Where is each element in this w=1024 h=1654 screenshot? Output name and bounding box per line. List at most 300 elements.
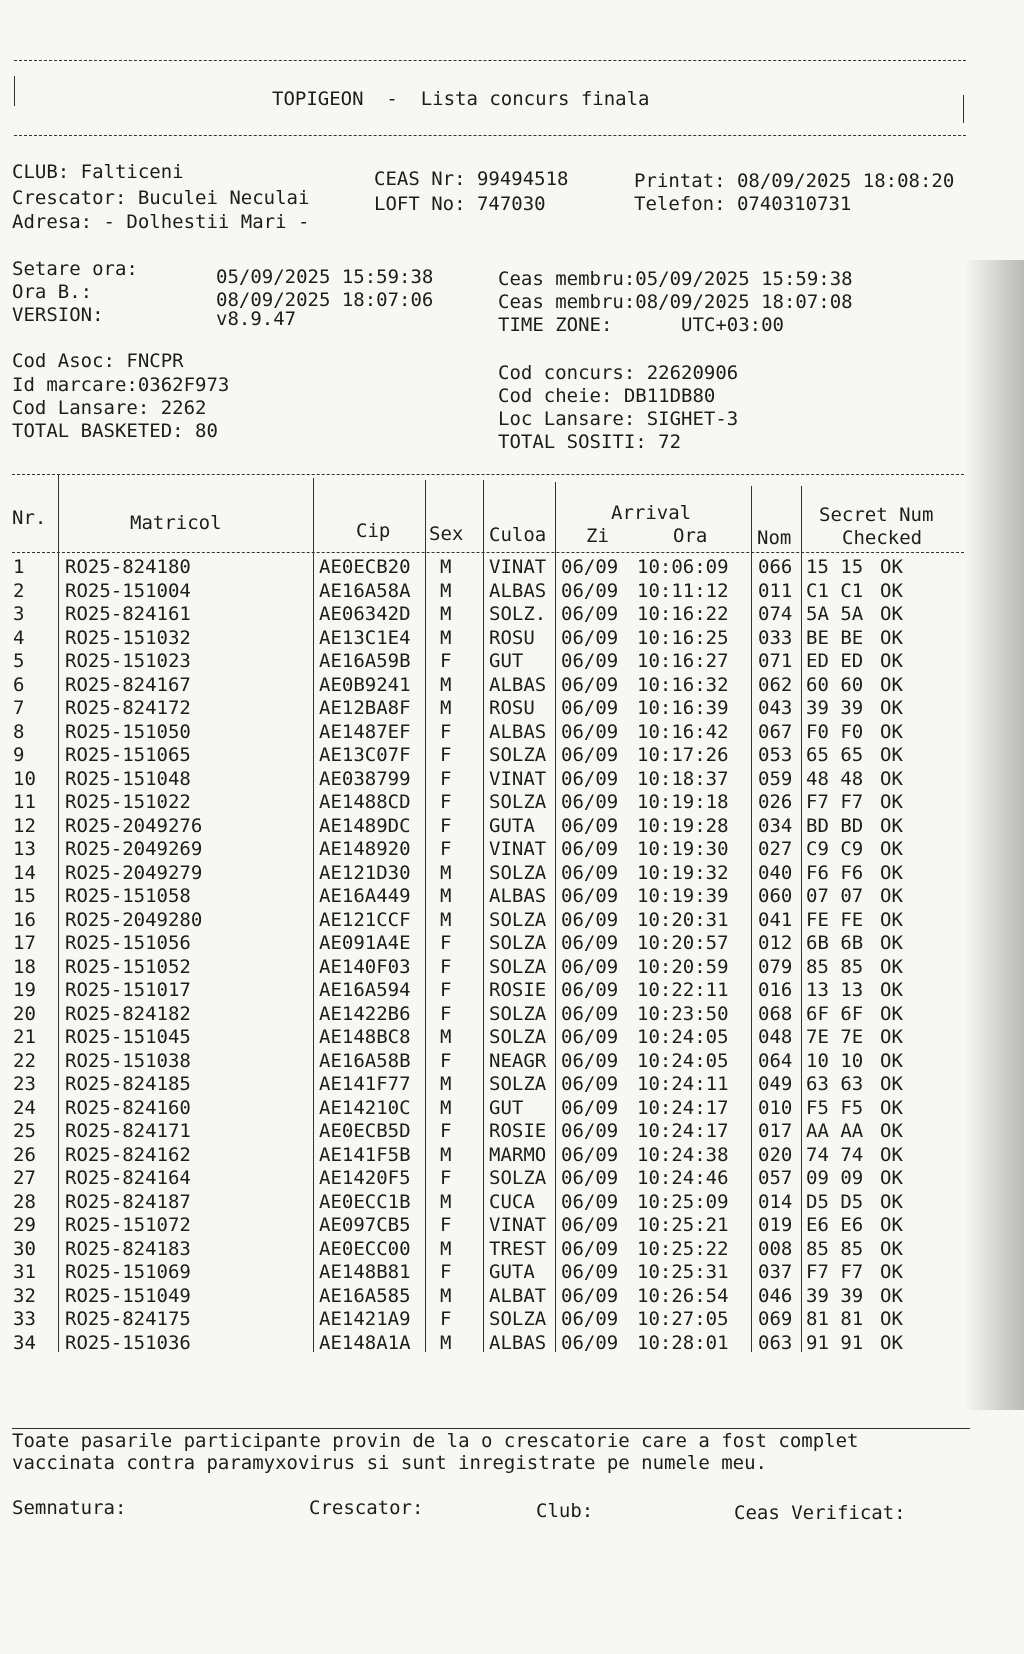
color: MARMO <box>489 1143 547 1166</box>
row-number: 9 <box>13 744 25 766</box>
row-number: 25 <box>13 1120 36 1142</box>
color: NEAGR <box>489 1049 547 1072</box>
row-number: 8 <box>13 720 25 743</box>
nom-code: 068 <box>758 1002 793 1025</box>
header-matricol: Matricol <box>130 512 222 534</box>
secret-number: BE BE <box>806 626 864 649</box>
ring-number: RO25-824161 <box>65 603 191 625</box>
arrival-day: 06/09 <box>561 1190 619 1213</box>
ring-number: RO25-151049 <box>65 1284 191 1307</box>
secret-number: 48 48 <box>806 767 864 790</box>
secret-number: 60 60 <box>806 673 864 696</box>
nom-code: 071 <box>758 650 793 672</box>
ring-number: RO25-151065 <box>65 744 191 766</box>
color: GUT <box>489 650 524 672</box>
row-number: 34 <box>13 1331 36 1354</box>
sex: F <box>440 1167 452 1189</box>
nom-code: 019 <box>758 1214 793 1236</box>
row-number: 6 <box>13 673 25 696</box>
version-value: v8.9.47 <box>216 308 297 330</box>
row-number: 29 <box>13 1214 36 1236</box>
breeder-address: Adresa: - Dolhestii Mari - <box>12 211 310 233</box>
arrival-time: 10:24:46 <box>637 1167 729 1189</box>
checked-status: OK <box>880 979 903 1001</box>
arrival-day: 06/09 <box>561 955 619 978</box>
table-row <box>0 556 960 578</box>
arrival-time: 10:20:59 <box>637 955 729 978</box>
secret-number: 39 39 <box>806 1284 864 1307</box>
arrival-time: 10:19:30 <box>637 838 729 860</box>
row-number: 11 <box>13 791 36 813</box>
sex: M <box>440 908 452 931</box>
sex: F <box>440 650 452 672</box>
header-ora: Ora <box>673 525 708 547</box>
secret-number: 07 07 <box>806 885 864 907</box>
arrival-time: 10:17:26 <box>637 744 729 766</box>
ring-number: RO25-151038 <box>65 1049 191 1072</box>
nom-code: 033 <box>758 626 793 649</box>
row-number: 32 <box>13 1284 36 1307</box>
chip-id: AE0ECB5D <box>319 1120 411 1142</box>
chip-id: AE140F03 <box>319 955 411 978</box>
arrival-time: 10:19:39 <box>637 885 729 907</box>
header-checked: Checked <box>842 527 923 549</box>
table-row <box>0 768 960 790</box>
checked-status: OK <box>880 814 903 837</box>
nom-code: 079 <box>758 955 793 978</box>
secret-number: 81 81 <box>806 1308 864 1330</box>
color: SOLZA <box>489 908 547 931</box>
secret-number: 5A 5A <box>806 603 864 625</box>
table-header-border <box>12 552 964 553</box>
arrival-time: 10:16:22 <box>637 603 729 625</box>
sex: M <box>440 1096 452 1119</box>
chip-id: AE14210C <box>319 1096 411 1119</box>
arrival-day: 06/09 <box>561 744 619 766</box>
table-row <box>0 1073 960 1095</box>
arrival-day: 06/09 <box>561 1120 619 1142</box>
sex: F <box>440 744 452 766</box>
arrival-time: 10:06:09 <box>637 556 729 578</box>
ring-number: RO25-151022 <box>65 791 191 813</box>
printed-date: Printat: 08/09/2025 18:08:20 <box>634 170 955 192</box>
sex: M <box>440 1073 452 1095</box>
checked-status: OK <box>880 932 903 954</box>
color: VINAT <box>489 1214 547 1236</box>
checked-status: OK <box>880 1190 903 1213</box>
secret-number: F5 F5 <box>806 1096 864 1119</box>
ring-number: RO25-151069 <box>65 1261 191 1283</box>
chip-id: AE16A58B <box>319 1049 411 1072</box>
chip-id: AE16A585 <box>319 1284 411 1307</box>
sex: F <box>440 1120 452 1142</box>
secret-number: C9 C9 <box>806 838 864 860</box>
loft-number: LOFT No: 747030 <box>374 193 546 215</box>
checked-status: OK <box>880 650 903 672</box>
table-row <box>0 862 960 884</box>
release-code: Cod Lansare: 2262 <box>12 397 207 419</box>
row-number: 23 <box>13 1073 36 1095</box>
table-row <box>0 1144 960 1166</box>
sex: M <box>440 556 452 578</box>
total-arrived: TOTAL SOSITI: 72 <box>498 431 682 453</box>
row-number: 28 <box>13 1190 36 1213</box>
checked-status: OK <box>880 1261 903 1283</box>
row-number: 3 <box>13 603 25 625</box>
row-number: 22 <box>13 1049 36 1072</box>
checked-status: OK <box>880 603 903 625</box>
nom-code: 016 <box>758 979 793 1001</box>
arrival-time: 10:24:38 <box>637 1143 729 1166</box>
sex: F <box>440 838 452 860</box>
table-row <box>0 932 960 954</box>
arrival-time: 10:16:39 <box>637 697 729 719</box>
secret-number: C1 C1 <box>806 579 864 602</box>
color: SOLZA <box>489 791 547 813</box>
nom-code: 059 <box>758 767 793 790</box>
table-row <box>0 1308 960 1330</box>
nom-code: 063 <box>758 1331 793 1354</box>
total-basketed: TOTAL BASKETED: 80 <box>12 420 218 442</box>
key-code: Cod cheie: DB11DB80 <box>498 385 716 407</box>
sex: M <box>440 697 452 719</box>
color: VINAT <box>489 556 547 578</box>
arrival-day: 06/09 <box>561 885 619 907</box>
arrival-day: 06/09 <box>561 1331 619 1354</box>
arrival-time: 10:24:17 <box>637 1096 729 1119</box>
header-culoa: Culoa <box>489 524 547 546</box>
row-number: 14 <box>13 861 36 884</box>
arrival-time: 10:25:09 <box>637 1190 729 1213</box>
color: SOLZA <box>489 744 547 766</box>
ring-number: RO25-2049269 <box>65 838 203 860</box>
sex: F <box>440 791 452 813</box>
table-row <box>0 1120 960 1142</box>
arrival-day: 06/09 <box>561 791 619 813</box>
secret-number: 6F 6F <box>806 1002 864 1025</box>
release-location: Loc Lansare: SIGHET-3 <box>498 408 739 430</box>
arrival-day: 06/09 <box>561 1026 619 1048</box>
arrival-time: 10:24:05 <box>637 1026 729 1048</box>
nom-code: 012 <box>758 932 793 954</box>
table-row <box>0 674 960 696</box>
secret-number: BD BD <box>806 814 864 837</box>
ring-number: RO25-824183 <box>65 1237 191 1260</box>
arrival-time: 10:19:32 <box>637 861 729 884</box>
sex: F <box>440 932 452 954</box>
color: SOLZA <box>489 861 547 884</box>
nom-code: 037 <box>758 1261 793 1283</box>
row-number: 30 <box>13 1237 36 1260</box>
arrival-time: 10:26:54 <box>637 1284 729 1307</box>
chip-id: AE097CB5 <box>319 1214 411 1236</box>
color: SOLZA <box>489 1002 547 1025</box>
time-b-label: Ora B.: <box>12 281 93 303</box>
arrival-day: 06/09 <box>561 1214 619 1236</box>
ring-number: RO25-824171 <box>65 1120 191 1142</box>
sex: F <box>440 767 452 790</box>
chip-id: AE16A59B <box>319 650 411 672</box>
checked-status: OK <box>880 838 903 860</box>
footer-rule <box>12 1428 970 1429</box>
sex: M <box>440 1284 452 1307</box>
nom-code: 048 <box>758 1026 793 1048</box>
arrival-time: 10:16:25 <box>637 626 729 649</box>
chip-id: AE141F77 <box>319 1073 411 1095</box>
sex: F <box>440 955 452 978</box>
sex: M <box>440 1237 452 1260</box>
chip-id: AE0B9241 <box>319 673 411 696</box>
nom-code: 062 <box>758 673 793 696</box>
table-row <box>0 1167 960 1189</box>
header-zi: Zi <box>586 525 609 547</box>
secret-number: 7E 7E <box>806 1026 864 1048</box>
sex: F <box>440 1002 452 1025</box>
table-row <box>0 979 960 1001</box>
nom-code: 014 <box>758 1190 793 1213</box>
checked-status: OK <box>880 744 903 766</box>
breeder-name: Crescator: Buculei Neculai <box>12 187 310 209</box>
secret-number: F7 F7 <box>806 1261 864 1283</box>
header-secret-num: Secret Num <box>819 504 934 526</box>
row-number: 19 <box>13 979 36 1001</box>
table-row <box>0 838 960 860</box>
sex: M <box>440 603 452 625</box>
sex: M <box>440 1190 452 1213</box>
header-arrival: Arrival <box>611 502 692 524</box>
secret-number: 39 39 <box>806 697 864 719</box>
member-clock-1: Ceas membru:05/09/2025 15:59:38 <box>498 268 853 290</box>
row-number: 20 <box>13 1002 36 1025</box>
color: SOLZA <box>489 1073 547 1095</box>
ring-number: RO25-151058 <box>65 885 191 907</box>
arrival-time: 10:20:57 <box>637 932 729 954</box>
table-row <box>0 697 960 719</box>
arrival-day: 06/09 <box>561 814 619 837</box>
chip-id: AE121D30 <box>319 861 411 884</box>
table-row <box>0 1261 960 1283</box>
clock-number: CEAS Nr: 99494518 <box>374 168 569 190</box>
secret-number: 63 63 <box>806 1073 864 1095</box>
ring-number: RO25-824180 <box>65 556 191 578</box>
arrival-day: 06/09 <box>561 603 619 625</box>
phone-number: Telefon: 0740310731 <box>634 193 852 215</box>
nom-code: 034 <box>758 814 793 837</box>
member-clock-2: Ceas membru:08/09/2025 18:07:08 <box>498 291 853 313</box>
ring-number: RO25-151032 <box>65 626 191 649</box>
title-right-border <box>963 95 964 123</box>
chip-id: AE148B81 <box>319 1261 411 1283</box>
chip-id: AE141F5B <box>319 1143 411 1166</box>
checked-status: OK <box>880 861 903 884</box>
time-zone: TIME ZONE: UTC+03:00 <box>498 314 784 336</box>
title-top-border <box>14 60 966 61</box>
time-b-value: 08/09/2025 18:07:06 <box>216 289 434 311</box>
color: SOLZA <box>489 1167 547 1189</box>
ring-number: RO25-824167 <box>65 673 191 696</box>
checked-status: OK <box>880 908 903 931</box>
color: ALBAS <box>489 885 547 907</box>
arrival-time: 10:25:22 <box>637 1237 729 1260</box>
arrival-time: 10:20:31 <box>637 908 729 931</box>
nom-code: 041 <box>758 908 793 931</box>
chip-id: AE121CCF <box>319 908 411 931</box>
race-code: Cod concurs: 22620906 <box>498 362 739 384</box>
chip-id: AE1488CD <box>319 791 411 813</box>
color: VINAT <box>489 767 547 790</box>
row-number: 18 <box>13 955 36 978</box>
sex: F <box>440 1261 452 1283</box>
chip-id: AE1421A9 <box>319 1308 411 1330</box>
color: CUCA <box>489 1190 535 1213</box>
chip-id: AE13C1E4 <box>319 626 411 649</box>
sex: M <box>440 861 452 884</box>
chip-id: AE12BA8F <box>319 697 411 719</box>
chip-id: AE0ECC00 <box>319 1237 411 1260</box>
sex: M <box>440 626 452 649</box>
header-sex: Sex <box>429 523 464 545</box>
secret-number: 09 09 <box>806 1167 864 1189</box>
color: SOLZA <box>489 955 547 978</box>
arrival-day: 06/09 <box>561 1143 619 1166</box>
secret-number: ED ED <box>806 650 864 672</box>
nom-code: 053 <box>758 744 793 766</box>
color: SOLZA <box>489 1308 547 1330</box>
marking-id: Id marcare:0362F973 <box>12 374 230 396</box>
secret-number: 15 15 <box>806 556 864 578</box>
color: ALBAS <box>489 579 547 602</box>
checked-status: OK <box>880 791 903 813</box>
arrival-time: 10:19:28 <box>637 814 729 837</box>
chip-id: AE16A58A <box>319 579 411 602</box>
row-number: 31 <box>13 1261 36 1283</box>
ring-number: RO25-151045 <box>65 1026 191 1048</box>
arrival-time: 10:11:12 <box>637 579 729 602</box>
version-label: VERSION: <box>12 304 104 326</box>
arrival-day: 06/09 <box>561 1167 619 1189</box>
row-number: 1 <box>13 556 25 578</box>
secret-number: FE FE <box>806 908 864 931</box>
nom-code: 043 <box>758 697 793 719</box>
ring-number: RO25-824160 <box>65 1096 191 1119</box>
arrival-time: 10:27:05 <box>637 1308 729 1330</box>
sex: M <box>440 1143 452 1166</box>
chip-id: AE16A594 <box>319 979 411 1001</box>
nom-code: 010 <box>758 1096 793 1119</box>
color: TREST <box>489 1237 547 1260</box>
color: GUT <box>489 1096 524 1119</box>
header-nom: Nom <box>757 527 792 549</box>
checked-status: OK <box>880 1331 903 1354</box>
color: VINAT <box>489 838 547 860</box>
arrival-time: 10:25:31 <box>637 1261 729 1283</box>
color: GUTA <box>489 1261 535 1283</box>
header-cip: Cip <box>356 520 391 542</box>
sex: M <box>440 579 452 602</box>
secret-number: 91 91 <box>806 1331 864 1354</box>
table-row <box>0 1285 960 1307</box>
breeder-signature-label: Crescator: <box>309 1497 424 1519</box>
arrival-day: 06/09 <box>561 1049 619 1072</box>
color: SOLZA <box>489 932 547 954</box>
table-row <box>0 1097 960 1119</box>
arrival-time: 10:24:11 <box>637 1073 729 1095</box>
chip-id: AE038799 <box>319 767 411 790</box>
nom-code: 067 <box>758 720 793 743</box>
checked-status: OK <box>880 673 903 696</box>
color: GUTA <box>489 814 535 837</box>
chip-id: AE0ECB20 <box>319 556 411 578</box>
checked-status: OK <box>880 697 903 719</box>
arrival-day: 06/09 <box>561 908 619 931</box>
chip-id: AE1487EF <box>319 720 411 743</box>
table-row <box>0 791 960 813</box>
secret-number: 10 10 <box>806 1049 864 1072</box>
nom-code: 069 <box>758 1308 793 1330</box>
signature-label: Semnatura: <box>12 1497 127 1519</box>
nom-code: 049 <box>758 1073 793 1095</box>
chip-id: AE13C07F <box>319 744 411 766</box>
arrival-time: 10:19:18 <box>637 791 729 813</box>
arrival-day: 06/09 <box>561 579 619 602</box>
table-row <box>0 956 960 978</box>
arrival-day: 06/09 <box>561 697 619 719</box>
nom-code: 026 <box>758 791 793 813</box>
chip-id: AE0ECC1B <box>319 1190 411 1213</box>
row-number: 27 <box>13 1167 36 1189</box>
color: ROSIE <box>489 1120 547 1142</box>
nom-code: 074 <box>758 603 793 625</box>
checked-status: OK <box>880 1073 903 1095</box>
nom-code: 040 <box>758 861 793 884</box>
arrival-time: 10:24:05 <box>637 1049 729 1072</box>
color: ROSIE <box>489 979 547 1001</box>
arrival-time: 10:28:01 <box>637 1331 729 1354</box>
chip-id: AE1489DC <box>319 814 411 837</box>
ring-number: RO25-824182 <box>65 1002 191 1025</box>
color: ALBAS <box>489 720 547 743</box>
arrival-day: 06/09 <box>561 838 619 860</box>
ring-number: RO25-824185 <box>65 1073 191 1095</box>
table-row <box>0 744 960 766</box>
club-name: CLUB: Falticeni <box>12 161 184 183</box>
table-row <box>0 1214 960 1236</box>
arrival-day: 06/09 <box>561 720 619 743</box>
sex: F <box>440 1049 452 1072</box>
ring-number: RO25-151036 <box>65 1331 191 1354</box>
color: SOLZA <box>489 1026 547 1048</box>
nom-code: 020 <box>758 1143 793 1166</box>
color: SOLZ. <box>489 603 547 625</box>
arrival-day: 06/09 <box>561 1002 619 1025</box>
ring-number: RO25-824175 <box>65 1308 191 1330</box>
table-row <box>0 885 960 907</box>
row-number: 13 <box>13 838 36 860</box>
row-number: 33 <box>13 1308 36 1330</box>
checked-status: OK <box>880 955 903 978</box>
table-row <box>0 909 960 931</box>
chip-id: AE1420F5 <box>319 1167 411 1189</box>
chip-id: AE1422B6 <box>319 1002 411 1025</box>
secret-number: 65 65 <box>806 744 864 766</box>
nom-code: 027 <box>758 838 793 860</box>
secret-number: AA AA <box>806 1120 864 1142</box>
arrival-day: 06/09 <box>561 1261 619 1283</box>
checked-status: OK <box>880 1167 903 1189</box>
ring-number: RO25-151050 <box>65 720 191 743</box>
arrival-day: 06/09 <box>561 1073 619 1095</box>
table-row <box>0 627 960 649</box>
